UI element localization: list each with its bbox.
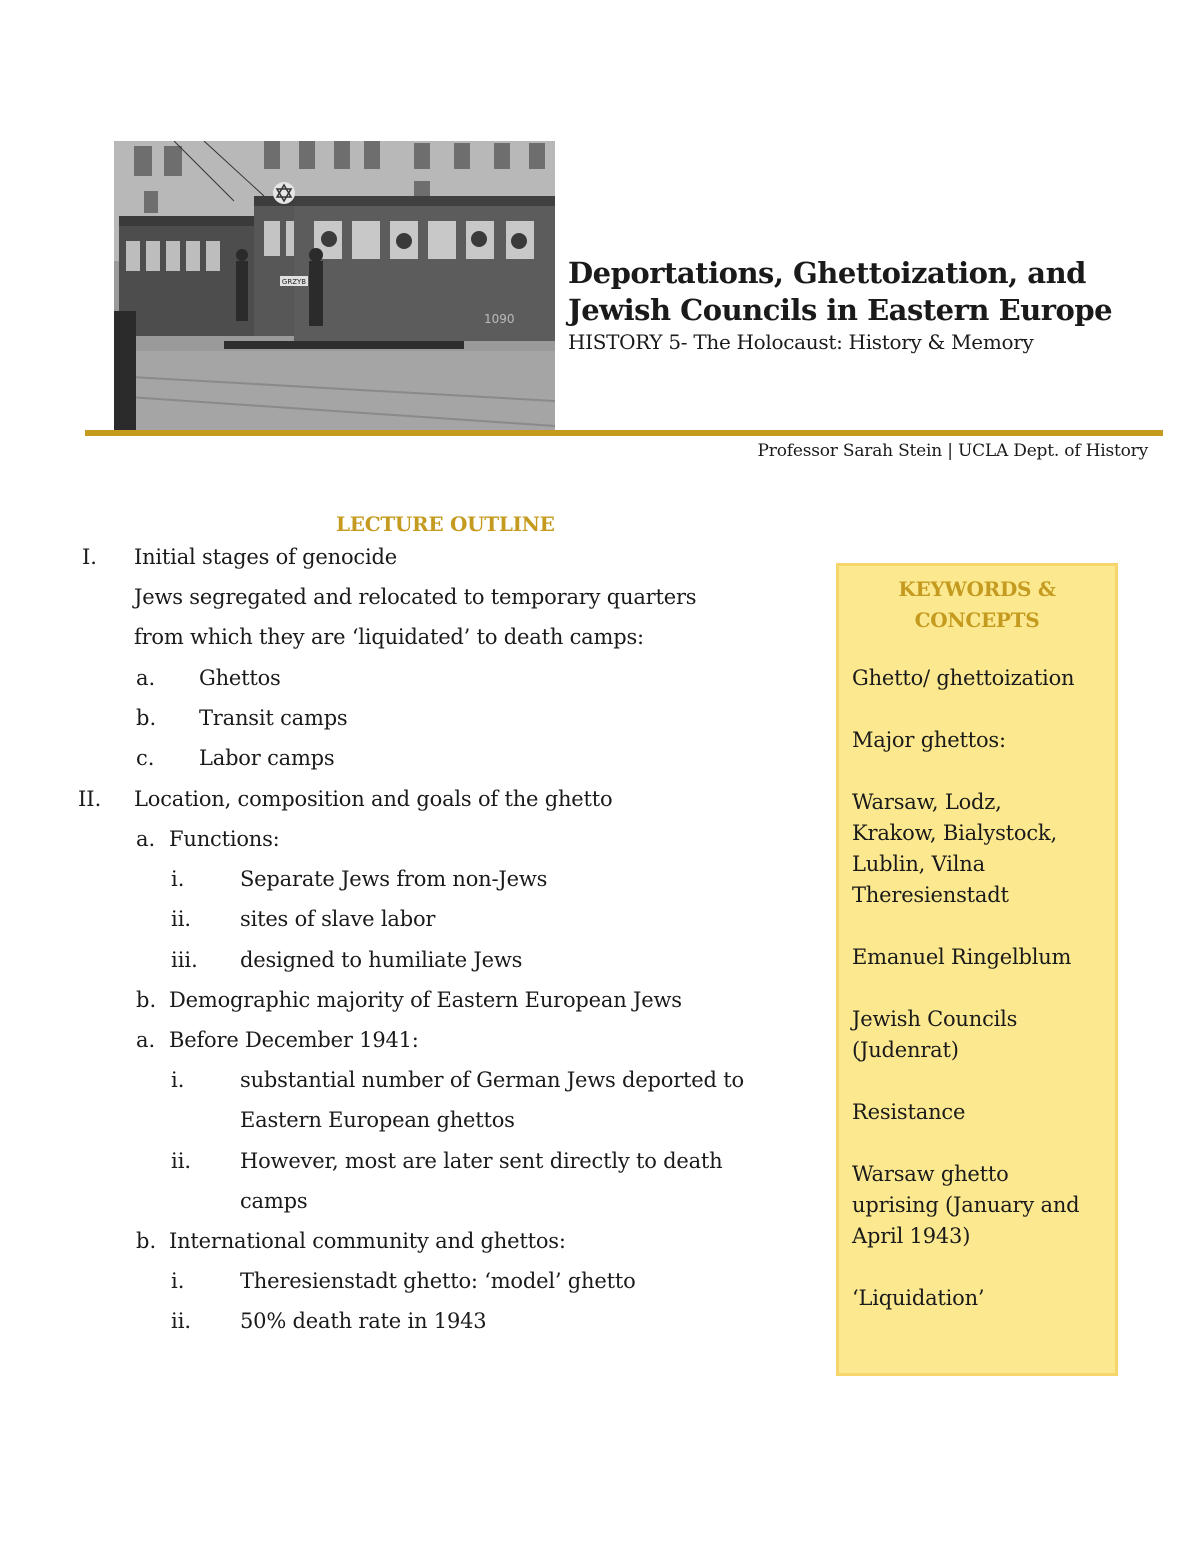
sidebar-heading-line-1: KEYWORDS &: [898, 577, 1056, 601]
outline-marker: a.: [136, 1028, 156, 1052]
outline-item: 50% death rate in 1943: [240, 1309, 487, 1333]
outline-item: However, most are later sent directly to death: [240, 1149, 723, 1173]
outline-item: Eastern European ghettos: [240, 1108, 515, 1132]
keyword-entry: (Judenrat): [852, 1038, 959, 1062]
outline-marker: b.: [136, 988, 157, 1012]
outline-item: Separate Jews from non-Jews: [240, 867, 548, 891]
outline-marker: b.: [136, 1229, 157, 1253]
outline-marker: i.: [171, 1068, 185, 1092]
sidebar-heading-line-2: CONCEPTS: [914, 608, 1040, 632]
outline-item: camps: [240, 1189, 308, 1213]
outline-marker: b.: [136, 706, 157, 730]
header-divider: [85, 430, 1163, 436]
outline-marker: ii.: [171, 1309, 192, 1333]
keyword-entry: Krakow, Bialystock,: [852, 821, 1057, 845]
keyword-entry: Jewish Councils: [852, 1007, 1018, 1031]
tram-number-text: 1090: [484, 312, 515, 326]
outline-item: from which they are ‘liquidated’ to death camps:: [134, 625, 644, 649]
outline-item: Before December 1941:: [169, 1028, 419, 1052]
outline-heading: LECTURE OUTLINE: [336, 512, 555, 536]
outline-item: sites of slave labor: [240, 907, 436, 931]
keyword-entry: April 1943): [852, 1224, 971, 1248]
outline-marker: I.: [82, 545, 97, 569]
keyword-entry: Emanuel Ringelblum: [852, 945, 1072, 969]
outline-item: International community and ghettos:: [169, 1229, 566, 1253]
outline-item: Location, composition and goals of the ghetto: [134, 787, 613, 811]
keyword-entry: Theresienstadt: [852, 883, 1009, 907]
outline-marker: II.: [78, 787, 102, 811]
outline-item: Initial stages of genocide: [134, 545, 397, 569]
outline-item: Functions:: [169, 827, 280, 851]
professor-byline: Professor Sarah Stein | UCLA Dept. of History: [757, 441, 1148, 461]
outline-item: Demographic majority of Eastern European Jews: [169, 988, 682, 1012]
keyword-entry: Warsaw, Lodz,: [852, 790, 1002, 814]
outline-marker: a.: [136, 666, 156, 690]
keywords-sidebar: [836, 563, 1118, 1376]
tram-sign-text: GRZYB: [281, 278, 307, 286]
keyword-entry: Major ghettos:: [852, 728, 1006, 752]
outline-item: Transit camps: [199, 706, 348, 730]
outline-marker: iii.: [171, 948, 198, 972]
outline-item: Jews segregated and relocated to temporary quarters: [134, 585, 697, 609]
outline-item: Labor camps: [199, 746, 335, 770]
outline-marker: i.: [171, 867, 185, 891]
outline-marker: i.: [171, 1269, 185, 1293]
keyword-entry: Lublin, Vilna: [852, 852, 985, 876]
outline-marker: c.: [136, 746, 155, 770]
outline-item: Ghettos: [199, 666, 281, 690]
header-photo: [114, 141, 555, 431]
outline-marker: ii.: [171, 1149, 192, 1173]
outline-marker: a.: [136, 827, 156, 851]
keyword-entry: uprising (January and: [852, 1193, 1080, 1217]
outline-marker: ii.: [171, 907, 192, 931]
document-title-block: [568, 255, 1168, 355]
sidebar-heading: [839, 574, 1115, 636]
document-title-line-1: Deportations, Ghettoization, and: [568, 256, 1086, 290]
keyword-entry: Warsaw ghetto: [852, 1162, 1009, 1186]
outline-item: designed to humiliate Jews: [240, 948, 523, 972]
keyword-entry: Ghetto/ ghettoization: [852, 666, 1075, 690]
tram-photo-illustration: [114, 141, 555, 431]
outline-item: Theresienstadt ghetto: ‘model’ ghetto: [240, 1269, 636, 1293]
course-subtitle: HISTORY 5- The Holocaust: History & Memory: [568, 330, 1034, 354]
keyword-entry: Resistance: [852, 1100, 966, 1124]
document-title-line-2: Jewish Councils in Eastern Europe: [568, 293, 1113, 327]
keyword-entry: ‘Liquidation’: [852, 1286, 985, 1310]
outline-item: substantial number of German Jews deported to: [240, 1068, 744, 1092]
